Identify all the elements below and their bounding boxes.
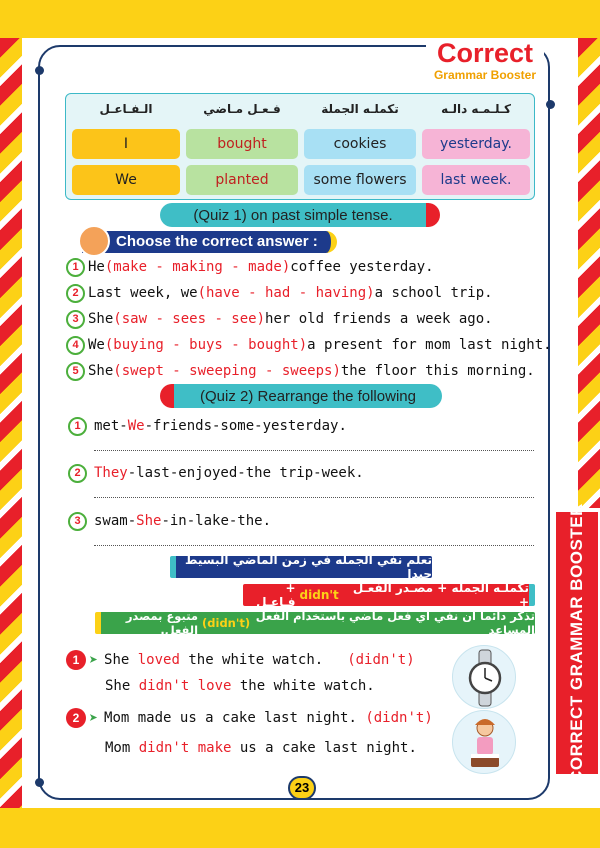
example-verb: didn't make: [138, 740, 232, 756]
item-number: 1: [66, 258, 85, 277]
item-text: her old friends a week ago.: [265, 311, 493, 327]
quiz1-item: [66, 334, 552, 356]
note-part: تذكر دائما أن نفي أي فعل ماضي باستخدام الفعل المساعد: [255, 609, 535, 637]
sidebar-title-text: CORRECT GRAMMAR BOOSTER: [567, 503, 586, 783]
item-number: 3: [68, 512, 87, 531]
item-text: Last week, we: [88, 285, 198, 301]
table-header: تكملـه الجملة: [321, 102, 399, 116]
quiz2-item: [68, 510, 271, 532]
table-header: كـلـمـه دالـه: [441, 102, 511, 116]
example-number: 1: [66, 650, 86, 670]
page-number: 23: [288, 776, 316, 800]
left-stripe-border: [0, 38, 22, 808]
table-header: فـعـل مـاضي: [203, 102, 281, 116]
item-options[interactable]: (have - had - having): [197, 285, 375, 301]
item-text: We: [88, 337, 105, 353]
table-cell: last week.: [422, 165, 530, 195]
item-options[interactable]: (make - making - made): [104, 259, 291, 275]
note-part: متبوع بمصدر الفعل.: [125, 609, 199, 637]
item-options[interactable]: (swept - sweeping - sweeps): [113, 363, 341, 379]
quiz1-title: (Quiz 1) on past simple tense.: [160, 203, 440, 227]
logo-main: Correct: [436, 38, 534, 68]
item-number: 5: [66, 362, 85, 381]
quiz1-item: [66, 308, 493, 330]
arabic-rule-note: [95, 609, 535, 637]
table-cell: planted: [186, 165, 298, 195]
item-word-highlight: They: [94, 465, 128, 481]
right-stripe-border: [578, 38, 600, 508]
quiz1-item: [66, 282, 493, 304]
item-options[interactable]: (buying - buys - bought): [104, 337, 308, 353]
example-text: Mom: [105, 740, 139, 756]
item-options[interactable]: (saw - sees - see): [113, 311, 266, 327]
item-text: -in-lake-the.: [161, 513, 272, 529]
quiz1-item: [66, 360, 535, 382]
example-text: the white watch.: [231, 678, 375, 694]
item-number: 2: [68, 464, 87, 483]
example-tag: (didn't): [365, 710, 433, 726]
table-cell: cookies: [304, 129, 416, 159]
item-text: a school trip.: [374, 285, 493, 301]
example-number: 2: [66, 708, 86, 728]
arrow-icon: ➤: [89, 651, 99, 669]
example-answer: [105, 740, 417, 756]
item-text: a present for mom last night.: [307, 337, 552, 353]
example-text: She: [105, 678, 139, 694]
item-number: 2: [66, 284, 85, 303]
arabic-rule-formula: [243, 581, 535, 609]
answer-line[interactable]: [94, 497, 534, 498]
item-text: the floor this morning.: [340, 363, 535, 379]
item-text: coffee yesterday.: [290, 259, 434, 275]
item-text: She: [88, 311, 114, 327]
item-text: He: [88, 259, 105, 275]
example-verb: loved: [137, 652, 180, 668]
item-text: -friends-some-yesterday.: [144, 418, 347, 434]
table-cell: some flowers: [304, 165, 416, 195]
item-text: -last-enjoyed-the trip-week.: [127, 465, 364, 481]
frame-dot: [35, 778, 44, 787]
arabic-rule-title: تعلم نفي الجمله في زمن الماضي البسيط جيدا: [170, 556, 432, 578]
example-text: us a cake last night.: [231, 740, 417, 756]
sentence-structure-table: [65, 93, 535, 200]
item-word-highlight: We: [127, 418, 145, 434]
formula-part: تكملـه الجمله + مصـدر الفعـل +: [352, 581, 529, 609]
sidebar-title: [556, 503, 598, 783]
item-text: She: [88, 363, 114, 379]
arrow-icon: ➤: [89, 709, 99, 727]
bottom-yellow-band: [0, 808, 600, 848]
table-cell: I: [72, 129, 180, 159]
example-answer: [105, 678, 375, 694]
example-text: Mom made us a cake last night.: [104, 710, 366, 726]
quiz2-title: (Quiz 2) Rearrange the following: [160, 384, 442, 408]
answer-line[interactable]: [94, 545, 534, 546]
table-cell: yesterday.: [422, 129, 530, 159]
watch-icon: [452, 645, 516, 709]
example-verb: didn't love: [138, 678, 232, 694]
item-text: met-: [94, 418, 128, 434]
frame-dot: [35, 66, 44, 75]
example-sentence: [66, 708, 433, 728]
top-yellow-band: [0, 0, 600, 38]
item-number: 4: [66, 336, 85, 355]
formula-part: + فـاعـل: [256, 581, 296, 609]
example-sentence: [66, 650, 415, 670]
student-avatar-icon: [78, 225, 110, 257]
item-number: 1: [68, 417, 87, 436]
cake-mom-icon: [452, 710, 516, 774]
instruction-banner: Choose the correct answer :: [82, 231, 337, 253]
frame-dot: [546, 100, 555, 109]
quiz2-item: [68, 462, 364, 484]
logo: [426, 38, 544, 88]
table-header: الـفـاعـل: [99, 102, 153, 116]
example-text: the white watch.: [179, 652, 324, 668]
quiz1-item: [66, 256, 434, 278]
logo-sub: Grammar Booster: [433, 68, 537, 82]
answer-line[interactable]: [94, 450, 534, 451]
example-text: She: [104, 652, 138, 668]
table-cell: bought: [186, 129, 298, 159]
quiz2-item: [68, 415, 347, 437]
item-text: swam-: [94, 513, 137, 529]
formula-didnt: didn't: [299, 588, 339, 602]
table-cell: We: [72, 165, 180, 195]
example-tag: (didn't): [347, 652, 415, 668]
note-didnt: (didn't): [202, 616, 251, 630]
item-number: 3: [66, 310, 85, 329]
item-word-highlight: She: [136, 513, 162, 529]
